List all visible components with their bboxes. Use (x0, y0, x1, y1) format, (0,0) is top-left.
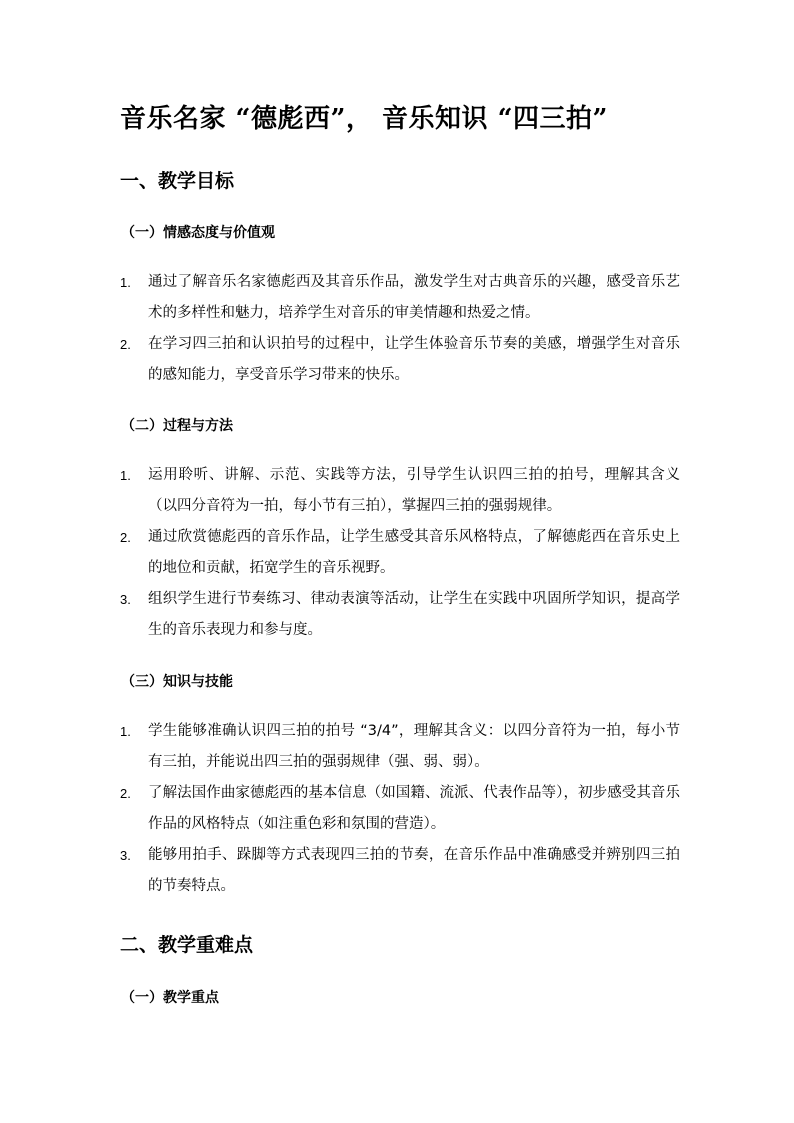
list-item-text: 在学习四三拍和认识拍号的过程中，让学生体验音乐节奏的美感，增强学生对音乐的感知能力，享受音乐学习带来的快乐。 (148, 336, 680, 383)
list-item (120, 840, 680, 902)
subsection-heading-teaching-focus: （一）教学重点 (121, 990, 219, 1006)
list-item (120, 584, 680, 646)
list-item-text: 通过了解音乐名家德彪西及其音乐作品，激发学生对古典音乐的兴趣，感受音乐艺术的多样性和魅力，培养学生对音乐的审美情趣和热爱之情。 (148, 274, 680, 321)
list-item (120, 778, 680, 840)
list-item (120, 329, 680, 391)
list-item (120, 267, 680, 329)
subsection-heading-process-methods: （二）过程与方法 (121, 418, 233, 434)
list-item-text: 通过欣赏德彪西的音乐作品，让学生感受其音乐风格特点，了解德彪西在音乐史上的地位和贡献，拓宽学生的音乐视野。 (148, 529, 680, 576)
list-item-text: 学生能够准确认识四三拍的拍号 “3/4”，理解其含义：以四分音符为一拍，每小节有三拍，并能说出四三拍的强弱规律（强、弱、弱）。 (148, 723, 680, 770)
list-item (120, 716, 680, 778)
list-item-number: 2. (120, 786, 131, 801)
list-item-number: 2. (120, 337, 131, 352)
list-item-number: 1. (120, 275, 131, 290)
list-item-text: 能够用拍手、跺脚等方式表现四三拍的节奏，在音乐作品中准确感受并辨别四三拍的节奏特点。 (148, 847, 680, 894)
list-item-text: 了解法国作曲家德彪西的基本信息（如国籍、流派、代表作品等），初步感受其音乐作品的风格特点（如注重色彩和氛围的营造）。 (148, 785, 680, 832)
section-heading-key-difficult-points: 二、教学重难点 (120, 934, 254, 956)
list-item-number: 3. (120, 848, 131, 863)
list-item-number: 1. (120, 468, 131, 483)
subsection-heading-knowledge-skills: （三）知识与技能 (121, 674, 233, 690)
subsection-heading-emotion-values: （一）情感态度与价值观 (121, 225, 275, 241)
list-item-number: 3. (120, 592, 131, 607)
list-item (120, 522, 680, 584)
section-heading-teaching-goals: 一、教学目标 (120, 170, 235, 192)
list-item (120, 460, 680, 522)
list-item-number: 2. (120, 530, 131, 545)
list-item-number: 1. (120, 724, 131, 739)
list-item-text: 运用聆听、讲解、示范、实践等方法，引导学生认识四三拍的拍号，理解其含义（以四分音符为一拍，每小节有三拍），掌握四三拍的强弱规律。 (148, 467, 680, 514)
list-item-text: 组织学生进行节奏练习、律动表演等活动，让学生在实践中巩固所学知识，提高学生的音乐表现力和参与度。 (148, 591, 680, 638)
page-title: 音乐名家 “德彪西”， 音乐知识 “四三拍” (120, 104, 608, 134)
